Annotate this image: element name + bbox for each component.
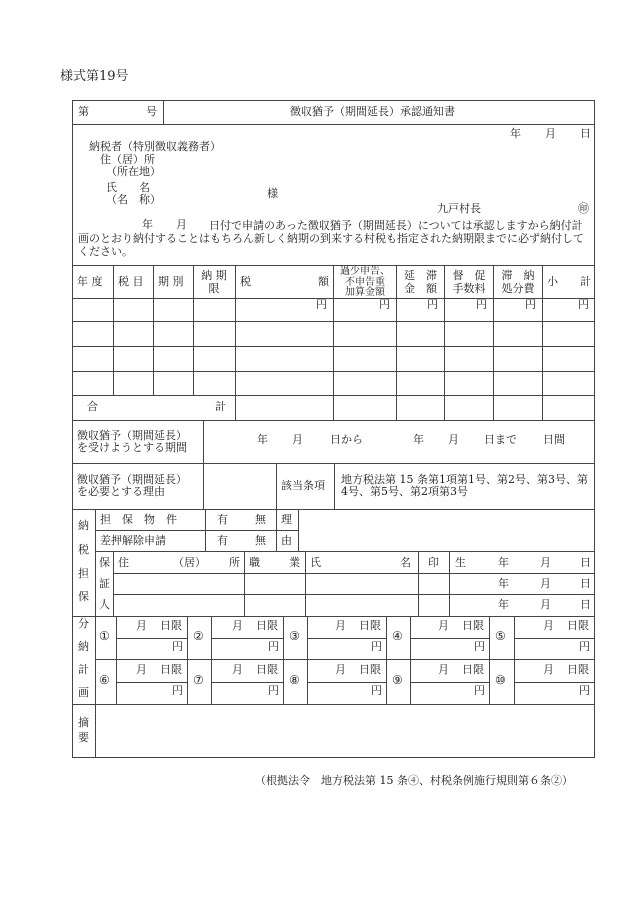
installment-day-limit: 日限 bbox=[256, 619, 278, 632]
installment-day-limit: 日限 bbox=[567, 619, 589, 632]
seizure-release-label: 差押解除申請 bbox=[100, 534, 166, 547]
rule bbox=[205, 509, 206, 551]
rule bbox=[298, 509, 299, 551]
rule bbox=[113, 265, 114, 395]
guarantor-address-a: 住 bbox=[118, 556, 129, 569]
installment-day-limit: 日限 bbox=[160, 663, 182, 676]
notice-year: 年 bbox=[142, 218, 153, 231]
guarantor-side-3: 人 bbox=[99, 598, 110, 611]
address-label: 住（居）所 bbox=[100, 153, 155, 166]
installment-month: 月 bbox=[232, 619, 243, 632]
installment-mark-8: ⑧ bbox=[289, 673, 300, 687]
clause-text: 地方税法第 15 条第1項第1号、第2号、第3号、第4号、第5号、第2項第3号 bbox=[341, 473, 588, 498]
remarks-label-2: 要 bbox=[78, 731, 89, 744]
period-day-from: 日から bbox=[330, 433, 363, 446]
rule bbox=[514, 638, 595, 639]
rule bbox=[283, 616, 284, 704]
installment-yen: 円 bbox=[474, 640, 485, 653]
collateral-item-label: 担 保 物 件 bbox=[100, 513, 177, 526]
installment-day-limit: 日限 bbox=[567, 663, 589, 676]
guarantor-birth: 生 bbox=[455, 556, 466, 569]
installment-month: 月 bbox=[232, 663, 243, 676]
rule bbox=[95, 509, 96, 616]
rule bbox=[203, 420, 204, 463]
period-label: 徴収猶予（期間延長） を受けようとする期間 bbox=[77, 429, 187, 454]
rule bbox=[211, 682, 283, 683]
col-header-due-date: 納 期 限 bbox=[201, 269, 227, 295]
unit-yen: 円 bbox=[379, 298, 390, 311]
rule bbox=[211, 638, 283, 639]
installment-yen: 円 bbox=[371, 640, 382, 653]
sama-honorific: 様 bbox=[267, 187, 278, 200]
issuer-name: 九戸村長 bbox=[437, 202, 481, 215]
installment-month: 月 bbox=[438, 663, 449, 676]
legal-basis-footer: （根拠法令 地方税法第 15 条④、村税条例施行規則第６条②） bbox=[255, 774, 573, 787]
guarantor-name-b: 名 bbox=[400, 556, 411, 569]
rule bbox=[187, 616, 188, 704]
period-year-2: 年 bbox=[413, 433, 424, 446]
guarantor-year: 年 bbox=[498, 598, 509, 611]
remarks-label-1: 摘 bbox=[78, 716, 89, 729]
rule bbox=[95, 659, 595, 660]
rule bbox=[307, 616, 308, 704]
issue-month: 月 bbox=[545, 127, 556, 140]
guarantor-month: 月 bbox=[540, 556, 551, 569]
total-label-left: 合 bbox=[87, 400, 98, 413]
guarantor-year: 年 bbox=[498, 577, 509, 590]
installment-side-4: 画 bbox=[78, 686, 89, 699]
installment-month: 月 bbox=[335, 663, 346, 676]
rule bbox=[72, 704, 595, 705]
rule bbox=[514, 616, 515, 704]
seizure-release-yes: 有 bbox=[217, 534, 228, 547]
seal-mark: ㊞ bbox=[578, 202, 589, 215]
installment-mark-9: ⑨ bbox=[392, 673, 403, 687]
rule bbox=[72, 509, 595, 510]
rule bbox=[211, 616, 212, 704]
guarantor-address-c: 所 bbox=[229, 556, 240, 569]
rule bbox=[116, 638, 187, 639]
installment-month: 月 bbox=[438, 619, 449, 632]
collateral-side-1: 納 bbox=[78, 519, 89, 532]
period-day-to: 日まで bbox=[484, 433, 517, 446]
installment-yen: 円 bbox=[172, 640, 183, 653]
collateral-reason-1: 理 bbox=[281, 513, 292, 526]
collateral-side-4: 保 bbox=[78, 590, 89, 603]
total-label-right: 計 bbox=[215, 400, 226, 413]
installment-day-limit: 日限 bbox=[359, 663, 381, 676]
rule bbox=[514, 682, 595, 683]
rule bbox=[235, 265, 236, 420]
collateral-side-3: 担 bbox=[78, 567, 89, 580]
notice-month: 月 bbox=[176, 218, 187, 231]
rule bbox=[72, 420, 595, 421]
rule bbox=[307, 682, 386, 683]
guarantor-year: 年 bbox=[498, 556, 509, 569]
installment-side-1: 分 bbox=[78, 617, 89, 630]
rule bbox=[153, 265, 154, 395]
seizure-release-no: 無 bbox=[255, 534, 266, 547]
unit-yen: 円 bbox=[578, 298, 589, 311]
rule bbox=[410, 682, 489, 683]
installment-day-limit: 日限 bbox=[462, 619, 484, 632]
rule bbox=[113, 551, 114, 616]
installment-day-limit: 日限 bbox=[462, 663, 484, 676]
installment-yen: 円 bbox=[579, 684, 590, 697]
guarantor-month: 月 bbox=[540, 577, 551, 590]
clause-label: 該当条項 bbox=[281, 479, 325, 492]
installment-mark-10: ⑩ bbox=[495, 673, 506, 687]
col-header-subtotal: 小 計 bbox=[547, 275, 591, 288]
rule bbox=[72, 124, 595, 125]
unit-yen: 円 bbox=[476, 298, 487, 311]
rule bbox=[113, 573, 595, 574]
installment-yen: 円 bbox=[371, 684, 382, 697]
collateral-item-no: 無 bbox=[255, 513, 266, 526]
rule bbox=[449, 551, 450, 616]
number-go: 号 bbox=[146, 105, 157, 118]
installment-yen: 円 bbox=[268, 640, 279, 653]
number-dai: 第 bbox=[78, 105, 89, 118]
guarantor-day: 日 bbox=[580, 556, 591, 569]
guarantor-occupation-a: 職 bbox=[249, 556, 260, 569]
col-header-delinquency: 延 滞 金 額 bbox=[404, 269, 437, 295]
guarantor-day: 日 bbox=[580, 577, 591, 590]
installment-day-limit: 日限 bbox=[160, 619, 182, 632]
installment-mark-3: ③ bbox=[289, 629, 300, 643]
installment-yen: 円 bbox=[474, 684, 485, 697]
col-header-period: 期 別 bbox=[158, 275, 184, 288]
rule bbox=[307, 638, 386, 639]
installment-month: 月 bbox=[335, 619, 346, 632]
rule bbox=[203, 463, 204, 509]
rule bbox=[113, 594, 595, 595]
period-year-1: 年 bbox=[257, 433, 268, 446]
guarantor-address-b: （居） bbox=[173, 556, 206, 569]
rule bbox=[386, 616, 387, 704]
installment-month: 月 bbox=[136, 619, 147, 632]
issue-year: 年 bbox=[510, 127, 521, 140]
unit-yen: 円 bbox=[525, 298, 536, 311]
rule bbox=[334, 463, 335, 509]
installment-month: 月 bbox=[543, 619, 554, 632]
installment-month: 月 bbox=[543, 663, 554, 676]
installment-mark-5: ⑤ bbox=[495, 629, 506, 643]
installment-side-3: 計 bbox=[78, 663, 89, 676]
guarantor-month: 月 bbox=[540, 598, 551, 611]
unit-yen: 円 bbox=[427, 298, 438, 311]
period-month-1: 月 bbox=[292, 433, 303, 446]
installment-mark-6: ⑥ bbox=[99, 673, 110, 687]
collateral-item-yes: 有 bbox=[217, 513, 228, 526]
rule bbox=[489, 616, 490, 704]
rule bbox=[116, 616, 117, 704]
installment-mark-2: ② bbox=[193, 629, 204, 643]
rule bbox=[410, 638, 489, 639]
col-header-tax-item: 税 目 bbox=[118, 275, 144, 288]
rule bbox=[95, 616, 96, 704]
col-header-tax: 税 bbox=[240, 275, 251, 288]
guarantor-name-a: 氏 bbox=[310, 556, 321, 569]
location-label: （所在地） bbox=[106, 165, 161, 178]
installment-mark-4: ④ bbox=[392, 629, 403, 643]
rule bbox=[95, 551, 595, 552]
name-label: 氏 名 bbox=[106, 181, 150, 194]
installment-month: 月 bbox=[136, 663, 147, 676]
period-month-2: 月 bbox=[448, 433, 459, 446]
guarantor-side-2: 証 bbox=[99, 577, 110, 590]
collateral-side-2: 税 bbox=[78, 543, 89, 556]
installment-day-limit: 日限 bbox=[256, 663, 278, 676]
collateral-reason-2: 由 bbox=[281, 534, 292, 547]
guarantor-day: 日 bbox=[580, 598, 591, 611]
form-number: 様式第19号 bbox=[60, 69, 129, 84]
rule bbox=[95, 704, 96, 758]
installment-side-2: 納 bbox=[78, 640, 89, 653]
rule bbox=[72, 616, 595, 617]
rule bbox=[244, 551, 245, 616]
period-days: 日間 bbox=[543, 433, 565, 446]
unit-yen: 円 bbox=[316, 298, 327, 311]
installment-mark-7: ⑦ bbox=[193, 673, 204, 687]
form-title: 徴収猶予（期間延長）承認通知書 bbox=[290, 105, 455, 118]
rule bbox=[542, 265, 543, 420]
col-header-reminder-fee: 督 促 手数料 bbox=[452, 269, 486, 295]
taxpayer-label: 納税者（特別徴収義務者） bbox=[89, 140, 221, 153]
rule bbox=[418, 551, 419, 616]
issue-day: 日 bbox=[580, 127, 591, 140]
installment-yen: 円 bbox=[579, 640, 590, 653]
rule bbox=[305, 551, 306, 616]
rule bbox=[276, 509, 277, 551]
rule bbox=[163, 100, 164, 124]
rule bbox=[116, 682, 187, 683]
reason-label: 徴収猶予（期間延長） を必要とする理由 bbox=[77, 473, 187, 498]
notice-body: 日付で申請のあった徴収猶予（期間延長）については承認しますから納付計画のとおり納付することはもちろん新しく納期の到来する村税も指定された納期限までに必ず納付してください。 bbox=[78, 219, 584, 258]
name-paren-label: （名 称） bbox=[106, 193, 161, 206]
installment-mark-1: ① bbox=[99, 629, 110, 643]
col-header-amount: 額 bbox=[318, 275, 329, 288]
rule bbox=[276, 463, 277, 509]
installment-day-limit: 日限 bbox=[359, 619, 381, 632]
guarantor-occupation-b: 業 bbox=[289, 556, 300, 569]
col-header-disposal-cost: 滞 納 処分費 bbox=[501, 269, 535, 295]
guarantor-side-1: 保 bbox=[99, 556, 110, 569]
installment-yen: 円 bbox=[268, 684, 279, 697]
guarantor-seal: 印 bbox=[428, 556, 439, 569]
rule bbox=[95, 530, 298, 531]
rule bbox=[410, 616, 411, 704]
col-header-year: 年 度 bbox=[77, 275, 103, 288]
installment-yen: 円 bbox=[172, 684, 183, 697]
col-header-penalty: 過少申告、 不申告重 加算金額 bbox=[340, 266, 390, 298]
